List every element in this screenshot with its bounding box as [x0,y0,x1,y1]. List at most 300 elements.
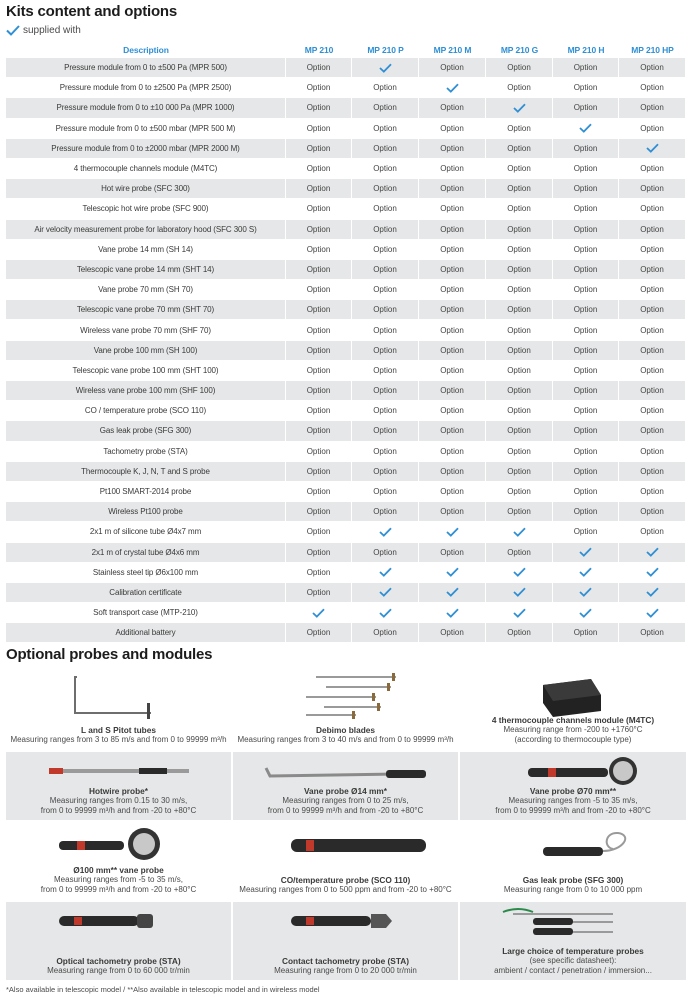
option-cell: Option [419,159,486,178]
supplied-cell [553,119,619,138]
supplied-cell [419,563,486,582]
option-cell: Option [352,401,419,420]
option-cell: Option [486,220,553,239]
column-header-model: MP 210 H [567,44,605,55]
option-cell: Option [619,78,686,97]
row-description: Telescopic vane probe 14 mm (SHT 14) [6,260,286,279]
probe-spec: Measuring range from 0 to 60 000 tr/min [47,966,190,975]
probe-spec: Measuring ranges from 0 to 500 ppm and from -20 to +80°C [239,885,452,894]
option-cell: Option [419,98,486,117]
row-description: Pt100 SMART-2014 probe [6,482,286,501]
option-cell: Option [486,320,553,339]
option-cell: Option [486,139,553,158]
option-cell: Option [486,260,553,279]
row-description: Hot wire probe (SFC 300) [6,179,286,198]
probe-card [460,823,686,899]
option-cell: Option [286,98,352,117]
option-cell: Option [419,58,486,77]
table-row [6,119,686,138]
supplied-cell [286,603,352,622]
supplied-cell [553,583,619,602]
column-header-model: MP 210 HP [631,44,674,55]
option-cell: Option [352,462,419,481]
option-cell: Option [286,300,352,319]
option-cell: Option [286,199,352,218]
table-row [6,462,686,481]
row-description: Pressure module from 0 to ±500 Pa (MPR 500) [6,58,286,77]
table-row [6,482,686,501]
column-header-model: MP 210 M [433,44,472,55]
check-icon [379,567,392,577]
option-cell: Option [286,462,352,481]
probe-spec: from 0 to 99999 m³/h and from -20 to +80°C [495,806,651,815]
table-row [6,623,686,642]
option-cell: Option [619,179,686,198]
vane-probe-70-icon [473,756,673,786]
supplied-cell [619,543,686,562]
probe-spec: Measuring range from 0 to 20 000 tr/min [274,966,417,975]
option-cell: Option [286,341,352,360]
option-cell: Option [352,320,419,339]
supplied-cell [352,563,419,582]
option-cell: Option [286,320,352,339]
table-row [6,341,686,360]
table-row [6,199,686,218]
row-description: Telescopic hot wire probe (SFC 900) [6,199,286,218]
hotwire-probe-icon [19,756,219,786]
option-cell: Option [286,401,352,420]
option-cell: Option [619,220,686,239]
option-cell: Option [553,78,619,97]
option-cell: Option [286,563,352,582]
supplied-cell [486,522,553,541]
option-cell: Option [553,421,619,440]
temperature-probes-icon [473,906,673,938]
option-cell: Option [286,159,352,178]
option-cell: Option [619,320,686,339]
column-header-description: Description [123,44,169,55]
option-cell: Option [352,78,419,97]
option-cell: Option [286,78,352,97]
table-row [6,502,686,521]
option-cell: Option [419,199,486,218]
check-icon [446,587,459,597]
option-cell: Option [553,623,619,642]
option-cell: Option [486,58,553,77]
check-icon [646,567,659,577]
option-cell: Option [286,240,352,259]
row-description: Pressure module from 0 to ±500 mbar (MPR 500 M) [6,119,286,138]
option-cell: Option [486,421,553,440]
probe-card [233,823,458,899]
option-cell: Option [553,462,619,481]
option-cell: Option [486,623,553,642]
option-cell: Option [286,220,352,239]
option-cell: Option [352,543,419,562]
row-description: Air velocity measurement probe for laboratory hood (SFC 300 S) [6,220,286,239]
option-cell: Option [352,260,419,279]
probe-spec: ambient / contact / penetration / immersion... [494,966,652,975]
option-cell: Option [352,482,419,501]
option-cell: Option [419,341,486,360]
option-cell: Option [619,462,686,481]
check-icon [312,608,325,618]
supplied-cell [486,603,553,622]
row-description: CO / temperature probe (SCO 110) [6,401,286,420]
supplied-cell [419,583,486,602]
probe-card [233,902,458,980]
probe-name: Debimo blades [315,725,375,735]
co-probe-icon [246,827,446,863]
option-cell: Option [553,220,619,239]
check-icon [446,527,459,537]
probe-card [6,752,231,820]
probe-card [460,902,686,980]
row-description: Calibration certificate [6,583,286,602]
supplied-cell [486,583,553,602]
table-row [6,421,686,440]
option-cell: Option [619,300,686,319]
check-icon [446,608,459,618]
row-description: Soft transport case (MTP-210) [6,603,286,622]
probe-name: CO/temperature probe (SCO 110) [280,875,411,885]
option-cell: Option [419,482,486,501]
probes-title: Optional probes and modules [6,646,213,663]
option-cell: Option [553,58,619,77]
probe-card [460,752,686,820]
option-cell: Option [486,401,553,420]
option-cell: Option [619,401,686,420]
row-description: Telescopic vane probe 100 mm (SHT 100) [6,361,286,380]
supplied-cell [619,603,686,622]
option-cell: Option [619,623,686,642]
option-cell: Option [553,300,619,319]
optical-tachometry-probe-icon [19,906,219,938]
option-cell: Option [486,300,553,319]
check-icon [646,547,659,557]
gas-leak-probe-icon [473,827,673,863]
option-cell: Option [553,320,619,339]
option-cell: Option [352,623,419,642]
option-cell: Option [286,119,352,138]
option-cell: Option [419,421,486,440]
option-cell: Option [286,58,352,77]
option-cell: Option [352,300,419,319]
option-cell: Option [553,139,619,158]
row-description: Telescopic vane probe 70 mm (SHT 70) [6,300,286,319]
row-description: Wireless vane probe 100 mm (SHF 100) [6,381,286,400]
supplied-cell [419,78,486,97]
supplied-cell [352,603,419,622]
option-cell: Option [619,502,686,521]
option-cell: Option [553,442,619,461]
kits-title: Kits content and options [6,3,178,20]
row-description: Tachometry probe (STA) [6,442,286,461]
option-cell: Option [553,199,619,218]
option-cell: Option [419,502,486,521]
probe-name: 4 thermocouple channels module (M4TC) [491,715,655,725]
option-cell: Option [553,482,619,501]
probe-name: L and S Pitot tubes [81,725,156,735]
probe-spec: Measuring range from -200 to +1760°C [503,725,643,734]
option-cell: Option [619,522,686,541]
probe-card [6,823,231,899]
check-icon [646,143,659,153]
row-description: Stainless steel tip Ø6x100 mm [6,563,286,582]
option-cell: Option [286,139,352,158]
check-icon [446,567,459,577]
probe-spec: from 0 to 99999 m³/h and from -20 to +80°C [40,885,197,894]
option-cell: Option [419,543,486,562]
option-cell: Option [553,522,619,541]
table-row [6,98,686,117]
probe-card [460,669,686,749]
supplied-cell [486,563,553,582]
option-cell: Option [553,381,619,400]
option-cell: Option [286,260,352,279]
option-cell: Option [486,341,553,360]
option-cell: Option [486,199,553,218]
pitot-tube-icon [19,673,219,721]
option-cell: Option [619,119,686,138]
option-cell: Option [619,58,686,77]
supplied-cell [419,522,486,541]
probe-name: Large choice of temperature probes [502,946,644,956]
table-row [6,442,686,461]
option-cell: Option [486,119,553,138]
table-row [6,220,686,239]
option-cell: Option [352,199,419,218]
check-icon [579,547,592,557]
option-cell: Option [619,381,686,400]
option-cell: Option [352,381,419,400]
option-cell: Option [286,623,352,642]
table-row [6,361,686,380]
option-cell: Option [619,442,686,461]
option-cell: Option [352,139,419,158]
option-cell: Option [486,381,553,400]
table-row [6,320,686,339]
option-cell: Option [352,280,419,299]
legend-label: supplied with [23,25,81,36]
option-cell: Option [352,119,419,138]
option-cell: Option [619,159,686,178]
option-cell: Option [553,401,619,420]
probe-spec: Measuring ranges from 3 to 85 m/s and from 0 to 99999 m³/h [10,735,227,744]
option-cell: Option [352,159,419,178]
option-cell: Option [553,341,619,360]
probe-name: Optical tachometry probe (STA) [56,956,181,966]
probe-card [233,669,458,749]
option-cell: Option [486,78,553,97]
column-header-model: MP 210 G [500,44,539,55]
check-icon [379,527,392,537]
option-cell: Option [486,361,553,380]
probe-spec: Measuring ranges from -5 to 35 m/s, [508,796,638,805]
probe-spec: Measuring ranges from 3 to 40 m/s and from 0 to 99999 m³/h [237,735,454,744]
option-cell: Option [619,240,686,259]
probe-name: Vane probe Ø14 mm* [303,786,387,796]
option-cell: Option [286,583,352,602]
supplied-cell [486,98,553,117]
option-cell: Option [486,159,553,178]
option-cell: Option [419,623,486,642]
option-cell: Option [419,139,486,158]
option-cell: Option [419,361,486,380]
option-cell: Option [553,260,619,279]
row-description: Pressure module from 0 to ±2500 Pa (MPR 2500) [6,78,286,97]
table-row [6,543,686,562]
table-row [6,58,686,77]
row-description: 2x1 m of crystal tube Ø4x6 mm [6,543,286,562]
option-cell: Option [486,502,553,521]
option-cell: Option [486,442,553,461]
table-row [6,280,686,299]
check-icon [446,83,459,93]
option-cell: Option [486,179,553,198]
check-icon [579,587,592,597]
row-description: Vane probe 14 mm (SH 14) [6,240,286,259]
probe-name: Hotwire probe* [88,786,148,796]
check-icon [579,608,592,618]
option-cell: Option [419,381,486,400]
supplied-cell [619,583,686,602]
option-cell: Option [352,240,419,259]
option-cell: Option [419,320,486,339]
option-cell: Option [352,220,419,239]
table-row [6,260,686,279]
check-icon [513,608,526,618]
probe-card [6,902,231,980]
probe-spec: (according to thermocouple type) [514,735,632,744]
option-cell: Option [419,260,486,279]
kits-table [6,41,686,643]
option-cell: Option [553,280,619,299]
option-cell: Option [352,421,419,440]
check-icon [646,587,659,597]
option-cell: Option [419,462,486,481]
supplied-cell [553,603,619,622]
table-row [6,603,686,622]
supplied-cell [352,522,419,541]
probe-name: Contact tachometry probe (STA) [281,956,410,966]
table-row [6,240,686,259]
column-header-model: MP 210 [304,44,334,55]
option-cell: Option [352,98,419,117]
probe-name: Gas leak probe (SFG 300) [522,875,624,885]
row-description: Vane probe 70 mm (SH 70) [6,280,286,299]
table-header-row [6,42,686,57]
table-row [6,381,686,400]
option-cell: Option [286,381,352,400]
option-cell: Option [352,442,419,461]
option-cell: Option [352,361,419,380]
option-cell: Option [286,361,352,380]
probe-spec: Measuring range from 0 to 10 000 ppm [503,885,643,894]
option-cell: Option [419,300,486,319]
option-cell: Option [286,442,352,461]
option-cell: Option [286,543,352,562]
column-header-model: MP 210 P [367,44,404,55]
probe-card [233,752,458,820]
option-cell: Option [419,280,486,299]
supplied-cell [553,543,619,562]
table-row [6,159,686,178]
row-description: Vane probe 100 mm (SH 100) [6,341,286,360]
probe-name: Ø100 mm** vane probe [73,865,164,875]
table-row [6,401,686,420]
probe-card [6,669,231,749]
check-icon [379,63,392,73]
option-cell: Option [486,462,553,481]
option-cell: Option [419,240,486,259]
table-row [6,300,686,319]
supplied-cell [352,583,419,602]
option-cell: Option [419,119,486,138]
option-cell: Option [486,543,553,562]
row-description: Gas leak probe (SFG 300) [6,421,286,440]
option-cell: Option [419,442,486,461]
option-cell: Option [619,341,686,360]
option-cell: Option [619,98,686,117]
option-cell: Option [419,179,486,198]
option-cell: Option [619,421,686,440]
row-description: 2x1 m of silicone tube Ø4x7 mm [6,522,286,541]
option-cell: Option [553,240,619,259]
row-description: Wireless vane probe 70 mm (SHF 70) [6,320,286,339]
option-cell: Option [486,482,553,501]
row-description: Thermocouple K, J, N, T and S probe [6,462,286,481]
check-icon [513,567,526,577]
option-cell: Option [553,98,619,117]
table-row [6,583,686,602]
contact-tachometry-probe-icon [246,906,446,938]
probe-name: Vane probe Ø70 mm** [529,786,617,796]
supplied-cell [619,563,686,582]
vane-probe-100-icon [19,827,219,863]
footnote: *Also available in telescopic model / **Also available in telescopic model and in wireless model [6,985,320,994]
option-cell: Option [619,199,686,218]
option-cell: Option [486,280,553,299]
option-cell: Option [486,240,553,259]
option-cell: Option [553,361,619,380]
table-row [6,179,686,198]
check-icon [6,25,20,36]
check-icon [646,608,659,618]
option-cell: Option [619,361,686,380]
option-cell: Option [619,260,686,279]
check-icon [579,123,592,133]
row-description: Pressure module from 0 to ±10 000 Pa (MPR 1000) [6,98,286,117]
option-cell: Option [619,280,686,299]
row-description: 4 thermocouple channels module (M4TC) [6,159,286,178]
option-cell: Option [553,179,619,198]
option-cell: Option [553,502,619,521]
option-cell: Option [619,482,686,501]
option-cell: Option [286,482,352,501]
probe-spec: (see specific datasheet): [529,956,617,965]
row-description: Pressure module from 0 to ±2000 mbar (MPR 2000 M) [6,139,286,158]
table-row [6,563,686,582]
row-description: Additional battery [6,623,286,642]
legend [6,25,81,36]
check-icon [379,587,392,597]
supplied-cell [619,139,686,158]
check-icon [513,587,526,597]
table-row [6,78,686,97]
option-cell: Option [419,220,486,239]
option-cell: Option [286,502,352,521]
